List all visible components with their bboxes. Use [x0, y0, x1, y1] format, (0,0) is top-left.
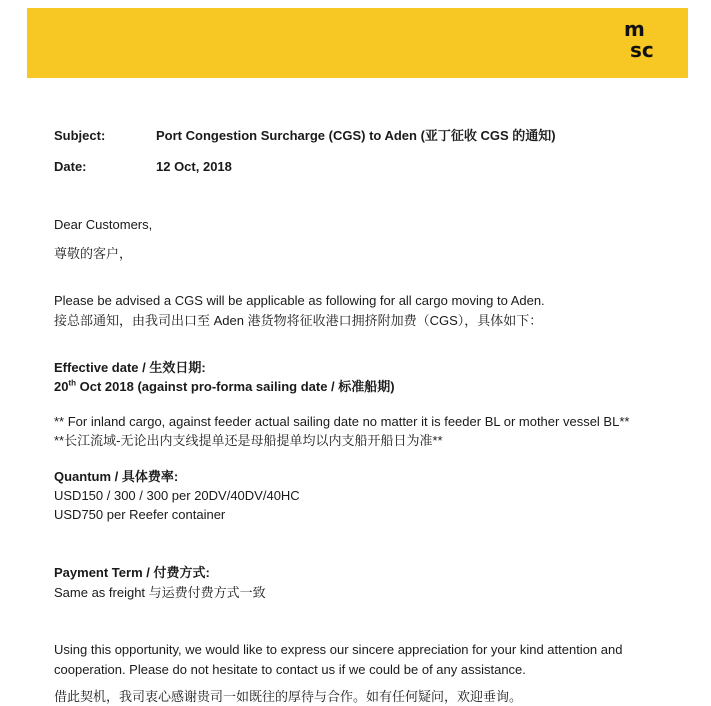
closing-en-1: Using this opportunity, we would like to express our sincere appreciation for your kind attention and — [54, 642, 623, 657]
inland-zh: **长江流域-无论出内支线提单还是母船提单均以内支船开船日为准** — [54, 433, 443, 448]
closing-en-2: cooperation. Please do not hesitate to contact us if we could be of any assistance. — [54, 662, 526, 677]
quantum-label: Quantum / 具体费率: — [54, 469, 179, 484]
effective-label: Effective date / 生效日期: — [54, 360, 206, 375]
logo-m: m — [624, 17, 645, 41]
date-text: 12 Oct, 2018 — [156, 159, 232, 174]
quantum-line2: USD750 per Reefer container — [54, 507, 226, 522]
payment-label: Payment Term / 付费方式: — [54, 565, 210, 580]
effective-suffix: th — [68, 378, 77, 388]
notice-zh: 接总部通知，由我司出口至 Aden 港货物将征收港口拥挤附加费（CGS），具体如下： — [54, 313, 543, 328]
quantum-line1: USD150 / 300 / 300 per 20DV/40DV/40HC — [54, 488, 300, 503]
closing-zh: 借此契机，我司衷心感谢贵司一如既往的厚待与合作。如有任何疑问，欢迎垂询。 — [54, 689, 523, 704]
notice-en: Please be advised a CGS will be applicable as following for all cargo moving to Aden. — [54, 293, 545, 308]
greeting-en: Dear Customers, — [54, 217, 153, 232]
effective-day: 20 — [54, 379, 69, 394]
logo-sc: sc — [630, 38, 654, 62]
greeting-zh: 尊敬的客户， — [54, 246, 133, 261]
header-band — [27, 8, 688, 78]
subject-text: Port Congestion Surcharge (CGS) to Aden (亚丁征收 CGS 的通知) — [156, 128, 556, 143]
payment-text: Same as freight 与运费付费方式一致 — [54, 585, 266, 600]
date-label: Date: — [54, 159, 87, 174]
effective-rest: Oct 2018 (against pro-forma sailing date / 标准船期) — [76, 379, 395, 394]
subject-label: Subject: — [54, 128, 106, 143]
effective-date — [54, 378, 395, 396]
msc-logo — [622, 14, 670, 64]
inland-en: ** For inland cargo, against feeder actual sailing date no matter it is feeder BL or mother vessel BL** — [54, 414, 630, 429]
subject-row — [54, 127, 556, 145]
msc-logo-mark — [622, 14, 670, 64]
date-row — [54, 158, 232, 176]
